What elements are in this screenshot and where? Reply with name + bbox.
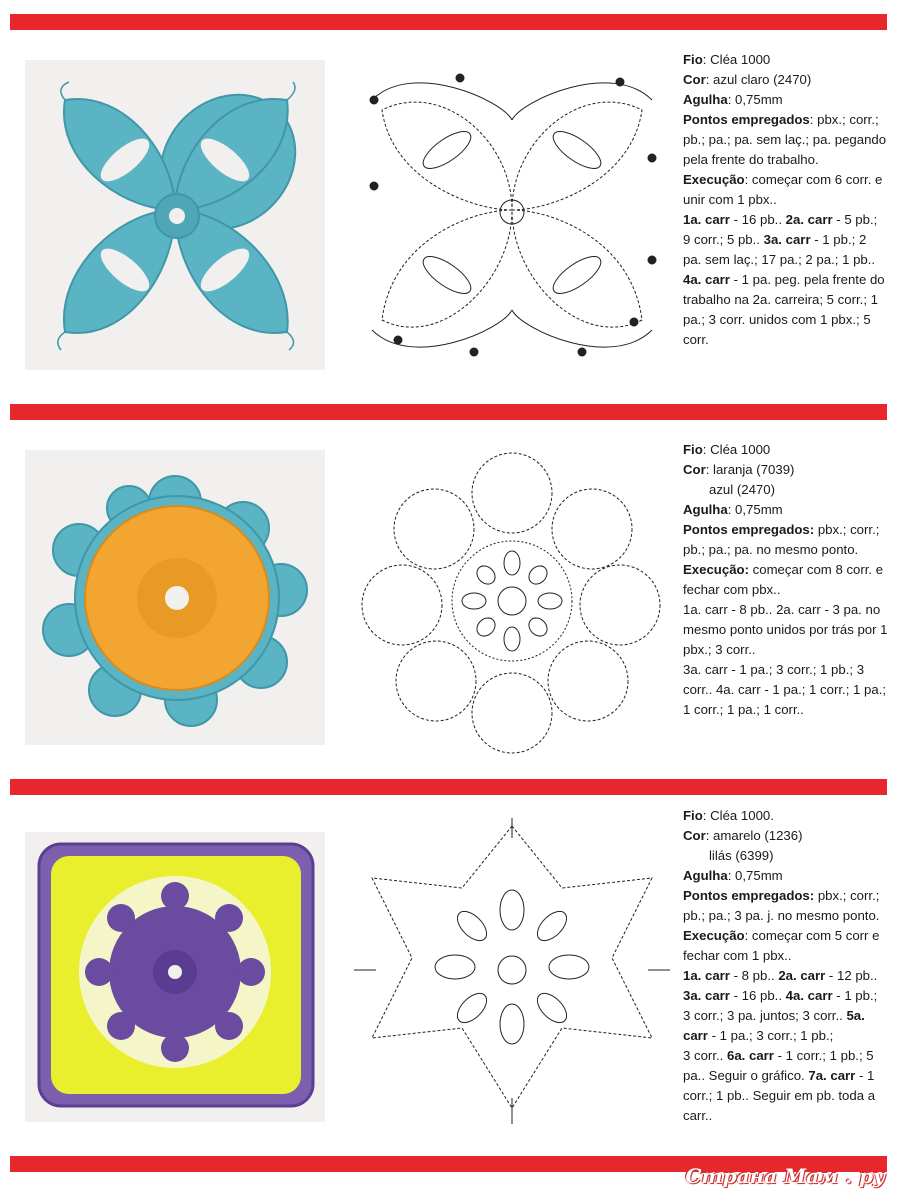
label: Pontos empregados: bbox=[683, 522, 815, 537]
section-divider bbox=[10, 14, 887, 30]
row-value: - 16 pb.. bbox=[729, 988, 786, 1003]
value: : 0,75mm bbox=[727, 92, 783, 107]
watermark: Страна Мам . ру bbox=[685, 1164, 885, 1188]
row-label: 2a. carr bbox=[778, 968, 826, 983]
value: : Cléa 1000. bbox=[702, 808, 774, 823]
label: Agulha bbox=[683, 502, 728, 517]
row-value: - 8 pb.. bbox=[729, 968, 779, 983]
instructions-block-2 bbox=[683, 440, 888, 720]
label: Agulha bbox=[683, 868, 728, 883]
rows-text: 1a. carr - 8 pb.. 2a. carr - 3 pa. no mesmo ponto unidos por trás por 1 pbx.; 3 corr.. bbox=[683, 602, 888, 657]
photo-orange-flower bbox=[25, 450, 325, 745]
row-value: 3 corr.. bbox=[683, 1048, 727, 1063]
row-label: 2a. carr bbox=[785, 212, 833, 227]
value: começar com 8 corr. e fechar com pbx.. bbox=[683, 562, 884, 597]
value: : 0,75mm bbox=[727, 868, 783, 883]
row-value: - 1 pb.; 2 pa. sem laç.; 17 pa.; 2 pa.; 1 pb.. bbox=[683, 232, 876, 267]
row-label: 6a. carr bbox=[726, 1048, 774, 1063]
section-divider bbox=[10, 404, 887, 420]
diagram-orange-flower bbox=[352, 445, 672, 755]
value: : amarelo (1236) bbox=[705, 828, 803, 843]
label: Execução bbox=[683, 928, 745, 943]
row-value: - 1 pa. peg. pela frente do trabalho na 2a. carreira; 5 corr.; 1 pa.; 3 corr. unidos com 1 pbx.; 5 corr. bbox=[683, 272, 885, 347]
row-label: 1a. carr bbox=[683, 212, 730, 227]
rows-text: 3a. carr - 1 pa.; 3 corr.; 1 pb.; 3 corr.. 4a. carr - 1 pa.; 1 corr.; 1 pa.; 1 corr.; 1 pa.; 1 corr.. bbox=[683, 662, 887, 717]
value: : azul claro (2470) bbox=[705, 72, 812, 87]
value: pbx.; corr.; pb.; pa.; pa. no mesmo ponto. bbox=[683, 522, 880, 557]
label: Pontos empregados: bbox=[683, 888, 815, 903]
label: Execução: bbox=[683, 562, 749, 577]
value: : começar com 5 corr e fechar com 1 pbx.. bbox=[683, 928, 880, 963]
value: : pbx.; corr.; pb.; pa.; pa. sem laç.; pa. pegando pela frente do trabalho. bbox=[683, 112, 887, 167]
label: Cor bbox=[683, 72, 706, 87]
label: Cor bbox=[683, 828, 706, 843]
label: Pontos empregados bbox=[683, 112, 810, 127]
label: Agulha bbox=[683, 92, 728, 107]
value: : começar com 6 corr. e unir com 1 pbx.. bbox=[683, 172, 883, 207]
photo-blue-motif bbox=[25, 60, 325, 370]
row-value: - 1 pa.; 3 corr.; 1 pb.; bbox=[707, 1028, 834, 1043]
row-label: 5a. carr bbox=[683, 1008, 865, 1043]
row-label: 3a. carr bbox=[763, 232, 811, 247]
row-value: - 1 pb.; 3 corr.; 3 pa. juntos; 3 corr.. bbox=[683, 988, 878, 1023]
instructions-block-3 bbox=[683, 806, 888, 1126]
section-divider bbox=[10, 779, 887, 795]
value: : 0,75mm bbox=[727, 502, 783, 517]
row-label: 4a. carr bbox=[683, 272, 730, 287]
value: : laranja (7039) bbox=[705, 462, 795, 477]
photo-yellow-square bbox=[25, 832, 325, 1122]
value: : Cléa 1000 bbox=[702, 52, 771, 67]
label: Fio bbox=[683, 442, 703, 457]
row-label: 4a. carr bbox=[785, 988, 833, 1003]
diagram-blue-motif bbox=[352, 60, 672, 370]
row-value: - 16 pb.. bbox=[729, 212, 786, 227]
instructions-block-1 bbox=[683, 50, 888, 350]
label: Cor bbox=[683, 462, 706, 477]
row-value: - 1 corr.; 1 pb.. Seguir em pb. toda a carr.. bbox=[683, 1068, 876, 1123]
diagram-yellow-square bbox=[352, 818, 672, 1138]
value: azul (2470) bbox=[709, 482, 775, 497]
label: Fio bbox=[683, 52, 703, 67]
label: Fio bbox=[683, 808, 703, 823]
row-label: 7a. carr bbox=[808, 1068, 856, 1083]
value: : Cléa 1000 bbox=[702, 442, 771, 457]
row-value: - 12 pb.. bbox=[825, 968, 878, 983]
row-value: - 5 pb.; 9 corr.; 5 pb.. bbox=[683, 212, 878, 247]
row-label: 1a. carr bbox=[683, 968, 730, 983]
row-value: - 1 corr.; 1 pb.; 5 pa.. Seguir o gráfico. bbox=[683, 1048, 874, 1083]
label: Execução bbox=[683, 172, 745, 187]
value: lilás (6399) bbox=[709, 848, 774, 863]
value: pbx.; corr.; pb.; pa.; 3 pa. j. no mesmo ponto. bbox=[683, 888, 880, 923]
row-label: 3a. carr bbox=[683, 988, 730, 1003]
